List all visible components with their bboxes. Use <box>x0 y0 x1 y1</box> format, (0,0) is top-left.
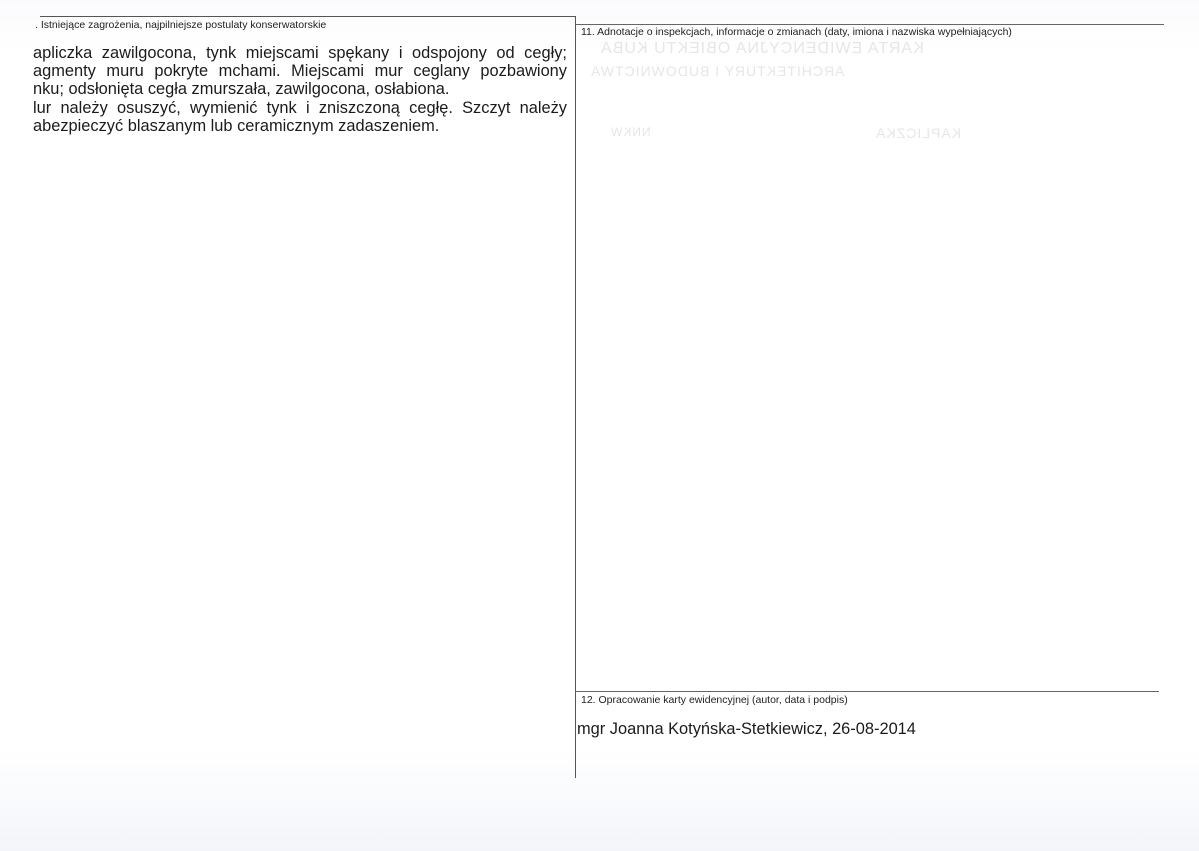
bleed-through-text: NNKW <box>610 125 651 139</box>
section-10-label: . Istniejące zagrożenia, najpilniejsze postulaty konserwatorskie <box>35 19 327 31</box>
bleed-through-text: KAPLICZKA <box>875 125 962 141</box>
column-divider <box>575 16 576 778</box>
section-11-label: 11. Adnotacje o inspekcjach, informacje o zmianach (daty, imiona i nazwiska wypełniających) <box>581 26 1012 38</box>
section-10-line: agmenty muru pokryte mchami. Miejscami mur ceglany pozbawiony <box>33 62 567 81</box>
section-10-top-rule <box>40 16 576 17</box>
section-10-line: nku; odsłonięta cegła zmurszała, zawilgocona, osłabiona. <box>33 80 450 99</box>
section-11-top-rule <box>575 24 1164 25</box>
section-10-content <box>33 44 567 135</box>
section-10-line: lur należy osuszyć, wymienić tynk i zniszczoną cegłę. Szczyt należy <box>33 98 567 117</box>
bleed-through-text: KARTA EWIDENCYJNA OBIEKTU KUBA <box>600 40 924 57</box>
section-12-label: 12. Opracowanie karty ewidencyjnej (autor, data i podpis) <box>581 694 848 706</box>
section-12-top-rule <box>575 691 1159 692</box>
section-12-author-date: mgr Joanna Kotyńska-Stetkiewicz, 26-08-2014 <box>577 720 916 738</box>
section-10-line: apliczka zawilgocona, tynk miejscami spękany i odspojony od cegły; <box>33 44 567 62</box>
section-10-line: abezpieczyć blaszanym lub ceramicznym zadaszeniem. <box>33 116 440 135</box>
bleed-through-text: ARCHITEKTURY I BUDOWNICTWA <box>590 63 845 79</box>
